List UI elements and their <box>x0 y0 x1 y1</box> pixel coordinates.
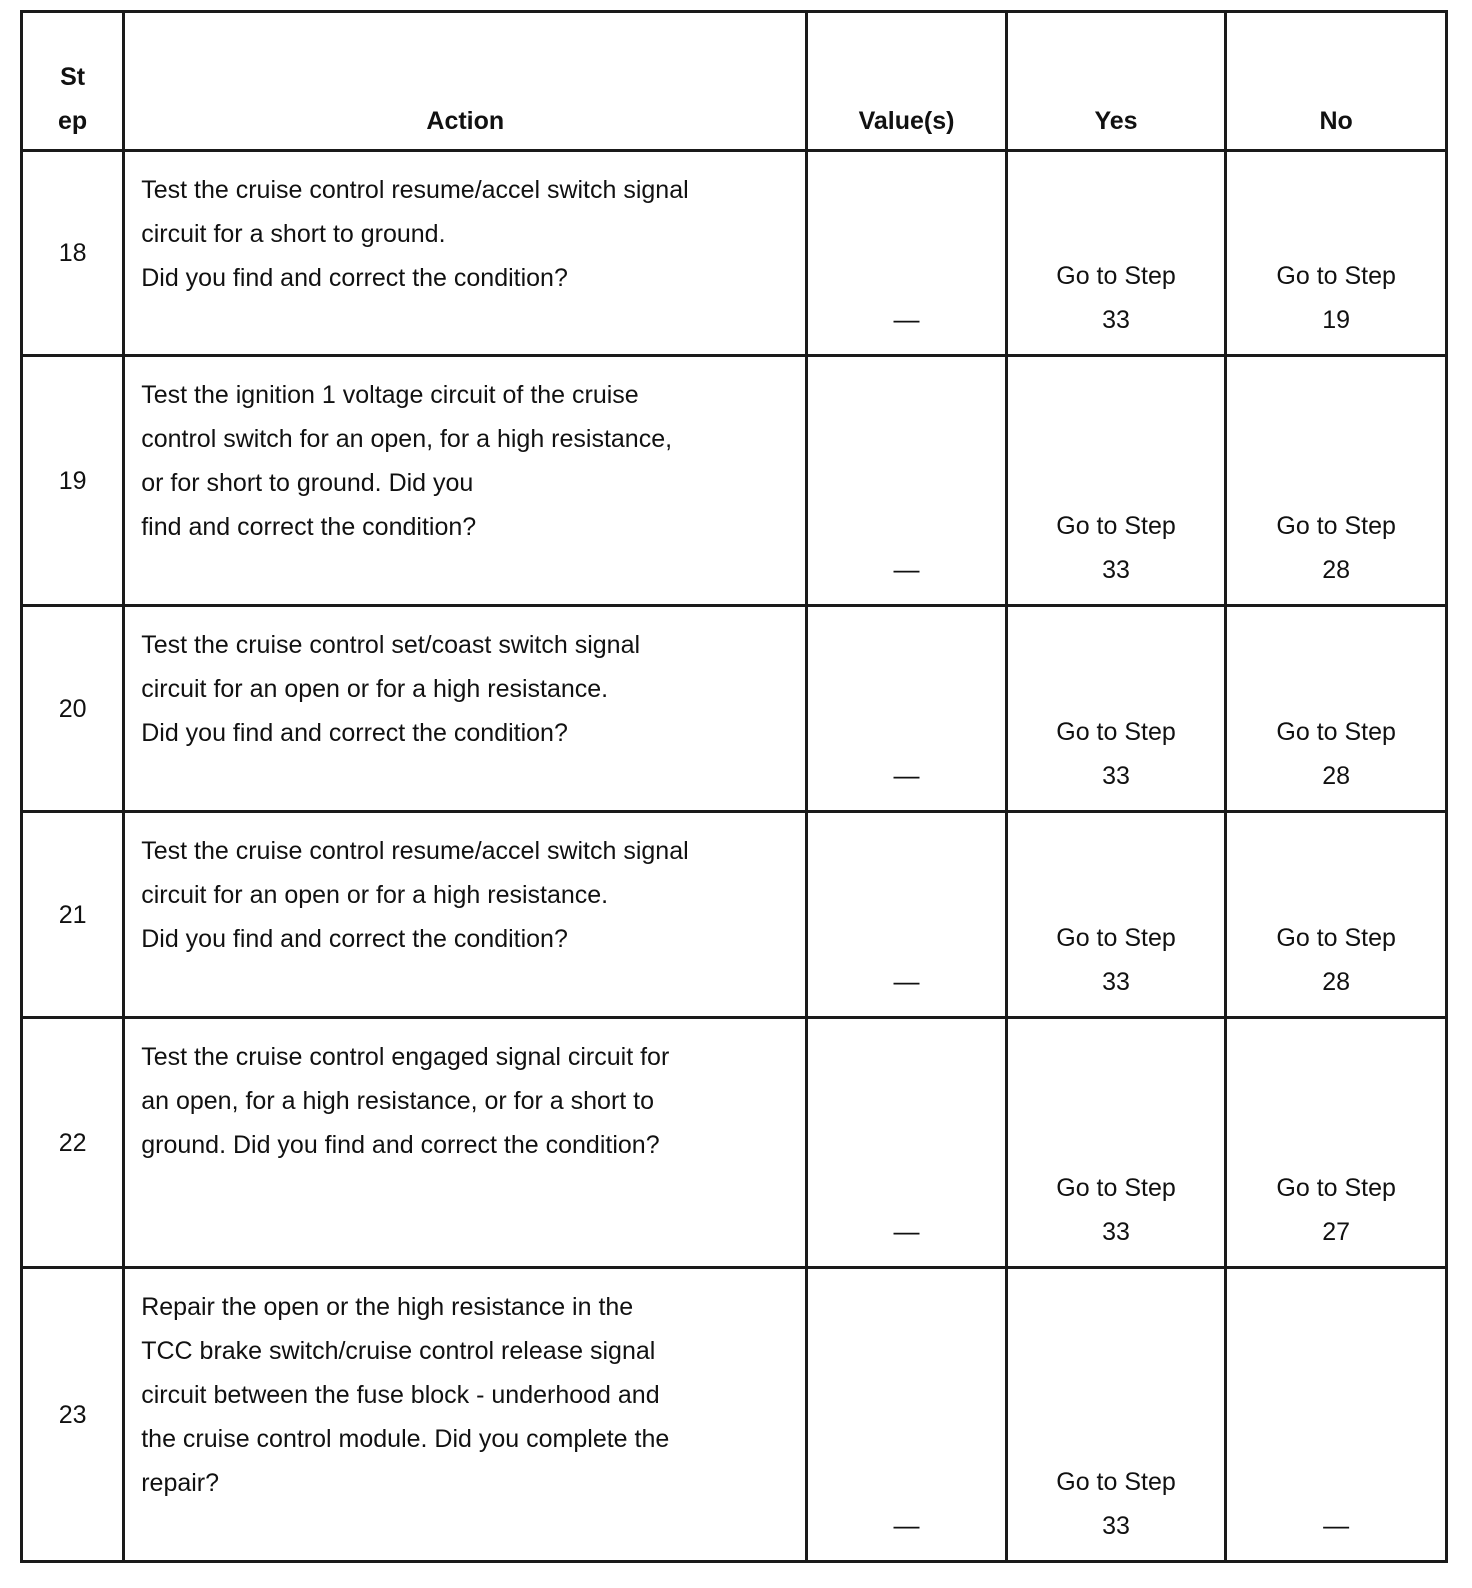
action-column-header: Action <box>124 12 807 151</box>
value-cell <box>807 812 1006 1018</box>
no-column-header: No <box>1226 12 1447 151</box>
table-row <box>22 606 1447 812</box>
step-header-line2: ep <box>58 107 88 135</box>
step-number: 19 <box>22 356 124 606</box>
table-row <box>22 1018 1447 1268</box>
table-row <box>22 812 1447 1018</box>
action-cell <box>124 356 807 606</box>
action-line: Test the ignition 1 voltage circuit of the cruise <box>141 381 639 409</box>
action-line: Did you find and correct the condition? <box>141 925 568 953</box>
action-line: find and correct the condition? <box>141 513 477 541</box>
no-step: 19 <box>1322 306 1351 334</box>
yes-label: Go to Step <box>1056 262 1176 290</box>
header-row <box>22 12 1447 151</box>
action-line: TCC brake switch/cruise control release signal <box>141 1337 656 1365</box>
diagnostic-table <box>20 10 1448 1563</box>
yes-cell <box>1006 1018 1226 1268</box>
action-line: Test the cruise control resume/accel switch signal <box>141 837 689 865</box>
action-line: Test the cruise control resume/accel switch signal <box>141 176 689 204</box>
action-line: repair? <box>141 1469 220 1497</box>
yes-label: Go to Step <box>1056 718 1176 746</box>
table-row <box>22 151 1447 356</box>
yes-cell <box>1006 606 1226 812</box>
no-cell <box>1226 606 1447 812</box>
action-cell <box>124 1268 807 1562</box>
yes-label: Go to Step <box>1056 1468 1176 1496</box>
action-line: circuit for an open or for a high resistance. <box>141 881 609 909</box>
yes-cell <box>1006 812 1226 1018</box>
value-cell <box>807 1268 1006 1562</box>
yes-step: 33 <box>1102 762 1130 790</box>
value-cell <box>807 356 1006 606</box>
action-line: or for short to ground. Did you <box>141 469 474 497</box>
action-cell <box>124 1018 807 1268</box>
action-cell <box>124 151 807 356</box>
value-dash: — <box>893 760 920 790</box>
no-cell <box>1226 812 1447 1018</box>
yes-column-header: Yes <box>1006 12 1226 151</box>
values-column-header: Value(s) <box>807 12 1006 151</box>
no-step: 28 <box>1322 556 1351 584</box>
no-label: Go to Step <box>1276 1174 1396 1202</box>
yes-step: 33 <box>1102 306 1130 334</box>
action-line: control switch for an open, for a high resistance, <box>141 425 673 453</box>
step-header-line1: St <box>60 63 86 91</box>
no-step: 28 <box>1322 762 1351 790</box>
value-dash: — <box>893 966 920 996</box>
no-cell <box>1226 1268 1447 1562</box>
action-line: the cruise control module. Did you complete the <box>141 1425 670 1453</box>
action-line: Test the cruise control set/coast switch signal <box>141 631 641 659</box>
value-dash: — <box>893 1510 920 1540</box>
step-number: 22 <box>22 1018 124 1268</box>
action-line: Did you find and correct the condition? <box>141 264 568 292</box>
no-cell <box>1226 356 1447 606</box>
no-label: Go to Step <box>1276 718 1396 746</box>
action-cell <box>124 812 807 1018</box>
yes-step: 33 <box>1102 968 1130 996</box>
action-line: Repair the open or the high resistance in the <box>141 1293 634 1321</box>
value-dash: — <box>893 304 920 334</box>
value-cell <box>807 1018 1006 1268</box>
step-number: 23 <box>22 1268 124 1562</box>
step-number: 21 <box>22 812 124 1018</box>
action-line: an open, for a high resistance, or for a short to <box>141 1087 655 1115</box>
yes-label: Go to Step <box>1056 924 1176 952</box>
yes-cell <box>1006 356 1226 606</box>
no-label: Go to Step <box>1276 512 1396 540</box>
action-line: circuit for a short to ground. <box>141 220 446 248</box>
action-line: ground. Did you find and correct the condition? <box>141 1131 660 1159</box>
no-cell <box>1226 151 1447 356</box>
action-cell <box>124 606 807 812</box>
table-row <box>22 1268 1447 1562</box>
value-cell <box>807 606 1006 812</box>
action-line: Did you find and correct the condition? <box>141 719 568 747</box>
yes-label: Go to Step <box>1056 512 1176 540</box>
no-dash: — <box>1323 1510 1350 1540</box>
yes-label: Go to Step <box>1056 1174 1176 1202</box>
yes-cell <box>1006 1268 1226 1562</box>
step-number: 18 <box>22 151 124 356</box>
action-line: circuit for an open or for a high resistance. <box>141 675 609 703</box>
value-dash: — <box>893 1216 920 1246</box>
yes-step: 33 <box>1102 1218 1130 1246</box>
yes-cell <box>1006 151 1226 356</box>
action-line: Test the cruise control engaged signal circuit for <box>141 1043 670 1071</box>
step-number: 20 <box>22 606 124 812</box>
no-label: Go to Step <box>1276 924 1396 952</box>
no-step: 27 <box>1322 1218 1351 1246</box>
table-row <box>22 356 1447 606</box>
action-line: circuit between the fuse block - underhood and <box>141 1381 660 1409</box>
yes-step: 33 <box>1102 1512 1130 1540</box>
step-column-header <box>22 12 124 151</box>
no-step: 28 <box>1322 968 1351 996</box>
value-cell <box>807 151 1006 356</box>
no-cell <box>1226 1018 1447 1268</box>
yes-step: 33 <box>1102 556 1130 584</box>
value-dash: — <box>893 554 920 584</box>
no-label: Go to Step <box>1276 262 1396 290</box>
